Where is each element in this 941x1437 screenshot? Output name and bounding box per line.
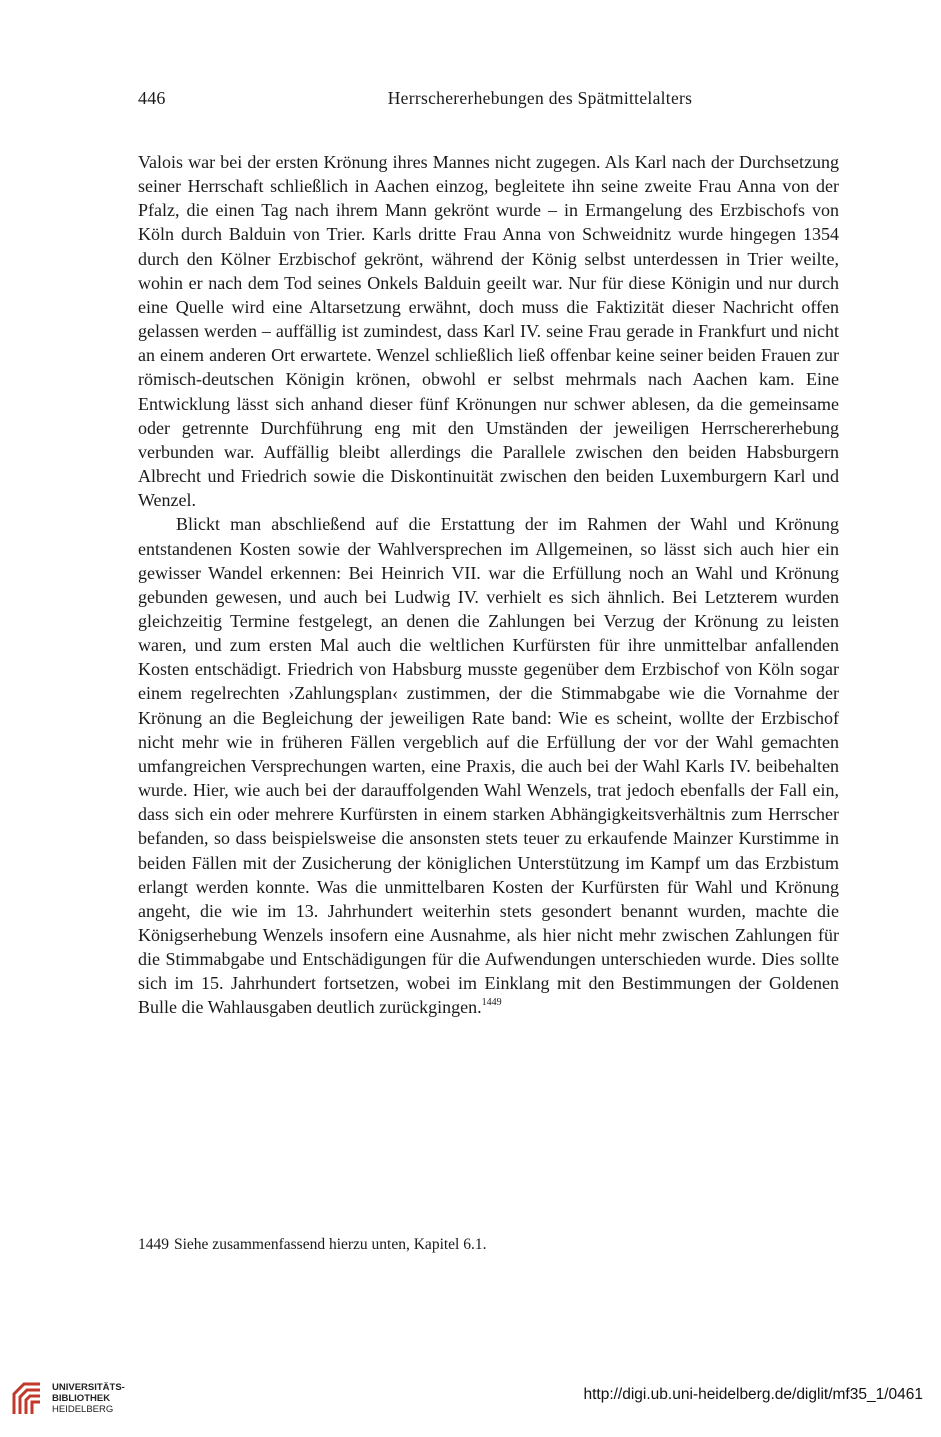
library-name-line-1: UNIVERSITÄTS-: [52, 1381, 125, 1393]
footnote: [138, 1236, 487, 1254]
footnote-number: 1449: [138, 1236, 169, 1253]
footnote-reference[interactable]: 1449: [481, 997, 502, 1009]
source-url[interactable]: http://digi.ub.uni-heidelberg.de/diglit/mf35_1/0461: [583, 1386, 923, 1403]
paragraph-2: [138, 512, 839, 1019]
library-logo: [10, 1378, 125, 1418]
running-title: Herrschererhebungen des Spätmittelalters: [387, 88, 693, 108]
library-name-line-3: HEIDELBERG: [52, 1403, 114, 1415]
page-number: 446: [138, 88, 166, 108]
library-name-line-2: BIBLIOTHEK: [52, 1392, 111, 1404]
body-text: [138, 150, 839, 1020]
paragraph-2-text: Blickt man abschließend auf die Erstattung der im Rahmen der Wahl und Krönung entstandenen Kosten sowie der Wahlversprechen im Allgemeinen, so lässt sich auch hier ein gewisser Wandel erkennen: Bei Heinrich VII. war die Erfüllung noch an Wahl und Krönung gebunden gewesen, und auch bei Ludwig IV. verhielt es sich ähnlich. Bei Letzterem wurden gleichzeitig Termine festgelegt, an denen die Zahlungen bei Verzug der Krönung zu leisten waren, und zum ersten Mal auch die weltlichen Kurfürsten für ihre unmittelbar anfallenden Kosten entschädigt. Friedrich von Habsburg musste gegenüber dem Erzbischof von Köln sogar einem regelrechten ›Zahlungsplan‹ zustimmen, der die Stimmabgabe wie die Vornahme der Krönung an die Begleichung der jeweiligen Rate band: Wie es scheint, wollte der Erzbischof nicht mehr wie in früheren Fällen vergeblich auf die Erfüllung der vor der Wahl gemachten umfangreichen Versprechungen warten, eine Praxis, die auch bei der Wahl Karls IV. beibehalten wurde. Hier, wie auch bei der darauffolgenden Wahl Wenzels, trat jedoch ebenfalls der Fall ein, dass sich ein oder mehrere Kurfürsten in einem starken Abhängigkeitsverhältnis zum Herrscher befanden, so dass beispielsweise die ansonsten stets teuer zu erkaufende Mainzer Kurstimme in beiden Fällen mit der Zusicherung der königlichen Unterstützung im Kampf um das Erzbistum erlangt werden konnte. Was die unmittelbaren Kosten der Kurfürsten für Wahl und Krönung angeht, die wie im 13. Jahrhundert weiterhin stets gesondert benannt wurden, machte die Königserhebung Wenzels insofern eine Ausnahme, als hier nicht mehr zwischen Zahlungen für die Stimmabgabe und Entschädigungen für die Aufwendungen unterschieden wurde. Dies sollte sich im 15. Jahrhundert fortsetzen, wobei im Einklang mit den Bestimmungen der Goldenen Bulle die Wahlausgaben deutlich zurückgingen.: [138, 514, 839, 1018]
paragraph-1: Valois war bei der ersten Krönung ihres Mannes nicht zugegen. Als Karl nach der Durchsetzung seiner Herrschaft schließlich in Aachen einzog, begleitete ihn seine zweite Frau Anna von der Pfalz, die einen Tag nach ihrem Mann gekrönt wurde – in Ermangelung des Erzbischofs von Köln durch Balduin von Trier. Karls dritte Frau Anna von Schweidnitz wurde hingegen 1354 durch den Kölner Erzbischof gekrönt, während der König selbst unterdessen in Trier weilte, wohin er nach dem Tod seines Onkels Balduin geeilt war. Nur für diese Königin und nur durch eine Quelle wird eine Altarsetzung erwähnt, doch muss die Faktizität dieser Nachricht offen gelassen werden – auffällig ist zumindest, dass Karl IV. seine Frau gerade in Frankfurt und nicht an einem anderen Ort erwartete. Wenzel schließlich ließ offenbar keine seiner beiden Frauen zur römisch-deutschen Königin krönen, obwohl er selbst mehrmals nach Aachen kam. Eine Entwicklung lässt sich anhand dieser fünf Krönungen nur schwer ablesen, da die gemeinsame oder getrennte Durchführung eng mit den Umständen der jeweiligen Herrschererhebung verbunden war. Auffällig bleibt allerdings die Parallele zwischen den beiden Habsburgern Albrecht und Friedrich sowie die Diskontinuität zwischen den beiden Luxemburgern Karl und Wenzel.: [138, 152, 839, 511]
footnote-text: Siehe zusammenfassend hierzu unten, Kapitel 6.1.: [174, 1236, 487, 1253]
library-name: [52, 1382, 125, 1415]
library-logo-icon: [10, 1378, 46, 1418]
